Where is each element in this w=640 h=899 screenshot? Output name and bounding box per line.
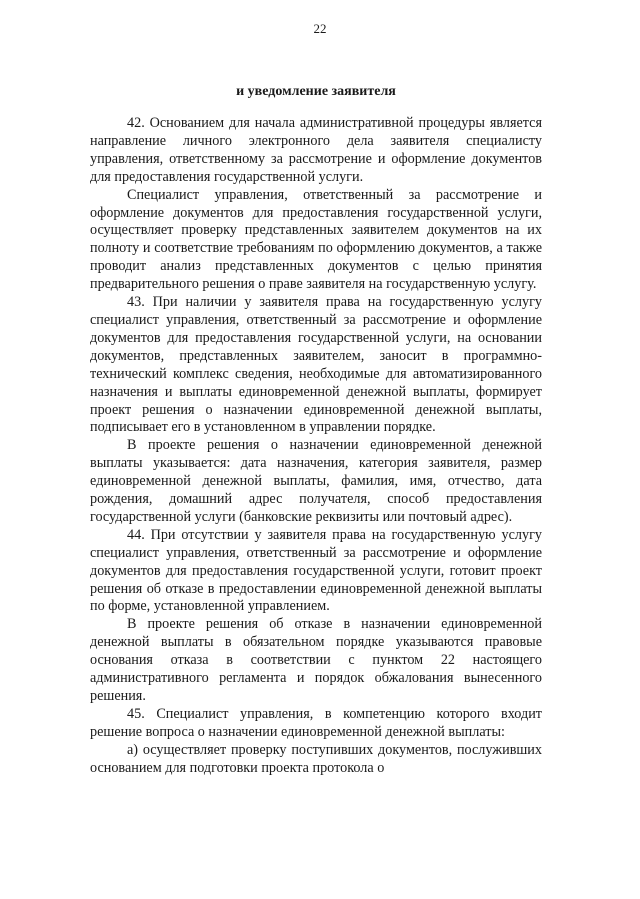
paragraph-45a: а) осуществляет проверку поступивших документов, послуживших основанием для подготовки проекта протокола о — [90, 741, 542, 776]
paragraph-45: 45. Специалист управления, в компетенцию которого входит решение вопроса о назначении единовременной денежной выплаты: — [90, 705, 542, 740]
paragraph-43: 43. При наличии у заявителя права на государственную услугу специалист управления, ответственный за рассмотрение и оформление документов для предоставления государственной услуги, на основании документов, представленных заявителем, заносит в программно-технический комплекс сведения, необходимые для автоматизированного назначения и выплаты единовременной денежной выплаты, формирует проект решения о назначении единовременной денежной выплаты, подписывает его в установленном в управлении порядке. — [90, 294, 542, 436]
body-text — [90, 115, 542, 778]
section-heading: и уведомление заявителя — [236, 84, 396, 99]
page-number: 22 — [313, 21, 327, 36]
paragraph-decision-contents: В проекте решения о назначении единовременной денежной выплаты указывается: дата назначения, категория заявителя, размер единовременной денежной выплаты, фамилия, имя, отчество, дата рождения, домашний адрес получателя, способ предоставления государственной услуги (банковские реквизиты или почтовый адрес). — [90, 437, 542, 525]
paragraph-44: 44. При отсутствии у заявителя права на государственную услугу специалист управления, ответственный за рассмотрение и оформление документов для предоставления государственной услуги, готовит проект решения об отказе в предоставлении единовременной денежной выплаты по форме, установленной управлением. — [90, 526, 542, 615]
paragraph-specialist-check: Специалист управления, ответственный за рассмотрение и оформление документов для предоставления государственной услуги, осуществляет проверку представленных заявителем документов на их полноту и соответствие требованиям по оформлению документов, а также проводит анализ представленных документов с целью принятия предварительного решения о праве заявителя на государственную услугу. — [90, 186, 542, 293]
paragraph-refusal-contents: В проекте решения об отказе в назначении единовременной денежной выплаты в обязательном порядке указываются правовые основания отказа в соответствии с пунктом 22 настоящего административного регламента и порядок обжалования вынесенного решения. — [90, 616, 542, 704]
paragraph-42: 42. Основанием для начала административной процедуры является направление личного электронного дела заявителя специалисту управления, ответственному за рассмотрение и оформление документов для предоставления государственной услуги. — [90, 115, 542, 185]
